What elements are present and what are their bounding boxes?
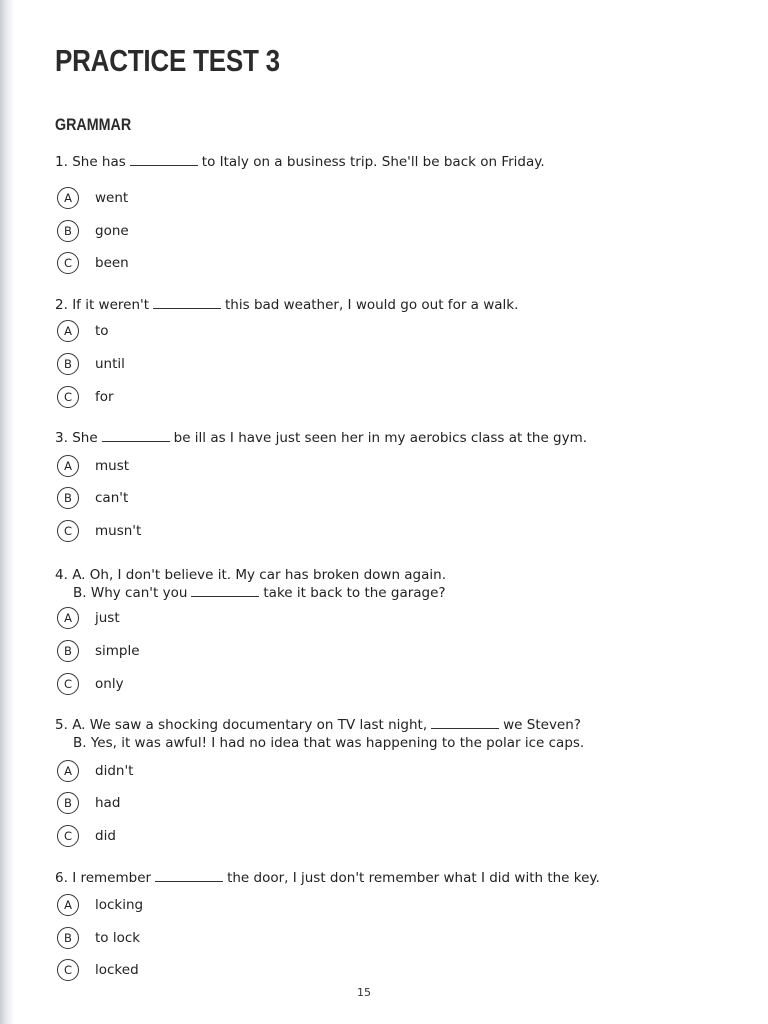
option-letter-circle: C xyxy=(57,520,79,542)
option-text: had xyxy=(95,795,121,811)
option-letter-circle: A xyxy=(57,187,79,209)
question-dialogue-line-a: A. Oh, I don't believe it. My car has broken down again. xyxy=(72,567,447,583)
option-text: only xyxy=(95,676,124,692)
question-text-after: this bad weather, I would go out for a walk. xyxy=(225,297,519,313)
option-text: locked xyxy=(95,962,139,978)
section-title: GRAMMAR xyxy=(55,115,132,134)
answer-blank xyxy=(431,717,499,729)
option-letter-circle: A xyxy=(57,607,79,629)
option-letter-circle: B xyxy=(57,487,79,509)
question-2 xyxy=(55,296,518,314)
option-text: until xyxy=(95,356,125,372)
option-text: to lock xyxy=(95,930,141,946)
question-number: 2. xyxy=(55,297,68,313)
answer-blank xyxy=(155,870,223,882)
option-text: to xyxy=(95,323,109,339)
question-line xyxy=(55,429,587,447)
answer-blank xyxy=(102,430,170,442)
question-line xyxy=(55,566,446,584)
option-text: did xyxy=(95,828,116,844)
option-letter-circle: A xyxy=(57,320,79,342)
option-letter-circle: C xyxy=(57,386,79,408)
question-text-before: B. Why can't you xyxy=(73,585,188,601)
question-number: 5. xyxy=(55,717,68,733)
question-1 xyxy=(55,153,545,171)
question-text-before: I remember xyxy=(72,870,152,886)
option-text: can't xyxy=(95,490,129,506)
question-6 xyxy=(55,869,600,887)
question-text-after: we Steven? xyxy=(503,717,581,733)
option-text: for xyxy=(95,389,114,405)
question-line xyxy=(55,734,584,752)
question-text-after: be ill as I have just seen her in my aerobics class at the gym. xyxy=(173,430,588,446)
question-3 xyxy=(55,429,587,447)
page-number: 15 xyxy=(357,986,371,999)
option-letter-circle: B xyxy=(57,353,79,375)
question-text-after: take it back to the garage? xyxy=(263,585,446,601)
option-letter-circle: A xyxy=(57,760,79,782)
answer-blank xyxy=(130,154,198,166)
option-letter-circle: C xyxy=(57,825,79,847)
option-letter-circle: B xyxy=(57,927,79,949)
option-letter-circle: C xyxy=(57,959,79,981)
question-number: 1. xyxy=(55,154,68,170)
answer-blank xyxy=(191,585,259,597)
question-number: 3. xyxy=(55,430,68,446)
option-text: just xyxy=(95,610,120,626)
option-text: simple xyxy=(95,643,140,659)
question-dialogue-line-b: B. Yes, it was awful! I had no idea that was happening to the polar ice caps. xyxy=(73,735,585,751)
question-number: 4. xyxy=(55,567,68,583)
option-letter-circle: C xyxy=(57,673,79,695)
option-text: musn't xyxy=(95,523,142,539)
question-number: 6. xyxy=(55,870,68,886)
question-text-after: the door, I just don't remember what I did with the key. xyxy=(227,870,600,886)
question-line xyxy=(55,296,518,314)
option-text: locking xyxy=(95,897,144,913)
page-edge-shadow xyxy=(0,0,14,1024)
option-letter-circle: C xyxy=(57,252,79,274)
option-letter-circle: A xyxy=(57,455,79,477)
question-line xyxy=(55,153,545,171)
question-text-before: She xyxy=(72,430,98,446)
page-title: PRACTICE TEST 3 xyxy=(55,43,280,78)
option-letter-circle: B xyxy=(57,640,79,662)
option-letter-circle: A xyxy=(57,894,79,916)
question-line xyxy=(55,869,600,887)
question-text-before: She has xyxy=(72,154,126,170)
question-text-before: A. We saw a shocking documentary on TV last night, xyxy=(72,717,428,733)
question-5 xyxy=(55,716,584,752)
option-text: didn't xyxy=(95,763,134,779)
option-text: gone xyxy=(95,223,129,239)
option-letter-circle: B xyxy=(57,792,79,814)
option-text: been xyxy=(95,255,129,271)
option-text: must xyxy=(95,458,130,474)
question-line xyxy=(55,716,584,734)
option-letter-circle: B xyxy=(57,220,79,242)
question-text-after: to Italy on a business trip. She'll be back on Friday. xyxy=(201,154,545,170)
question-4 xyxy=(55,566,446,602)
question-text-before: If it weren't xyxy=(72,297,150,313)
question-line xyxy=(55,584,446,602)
answer-blank xyxy=(153,297,221,309)
option-text: went xyxy=(95,190,129,206)
